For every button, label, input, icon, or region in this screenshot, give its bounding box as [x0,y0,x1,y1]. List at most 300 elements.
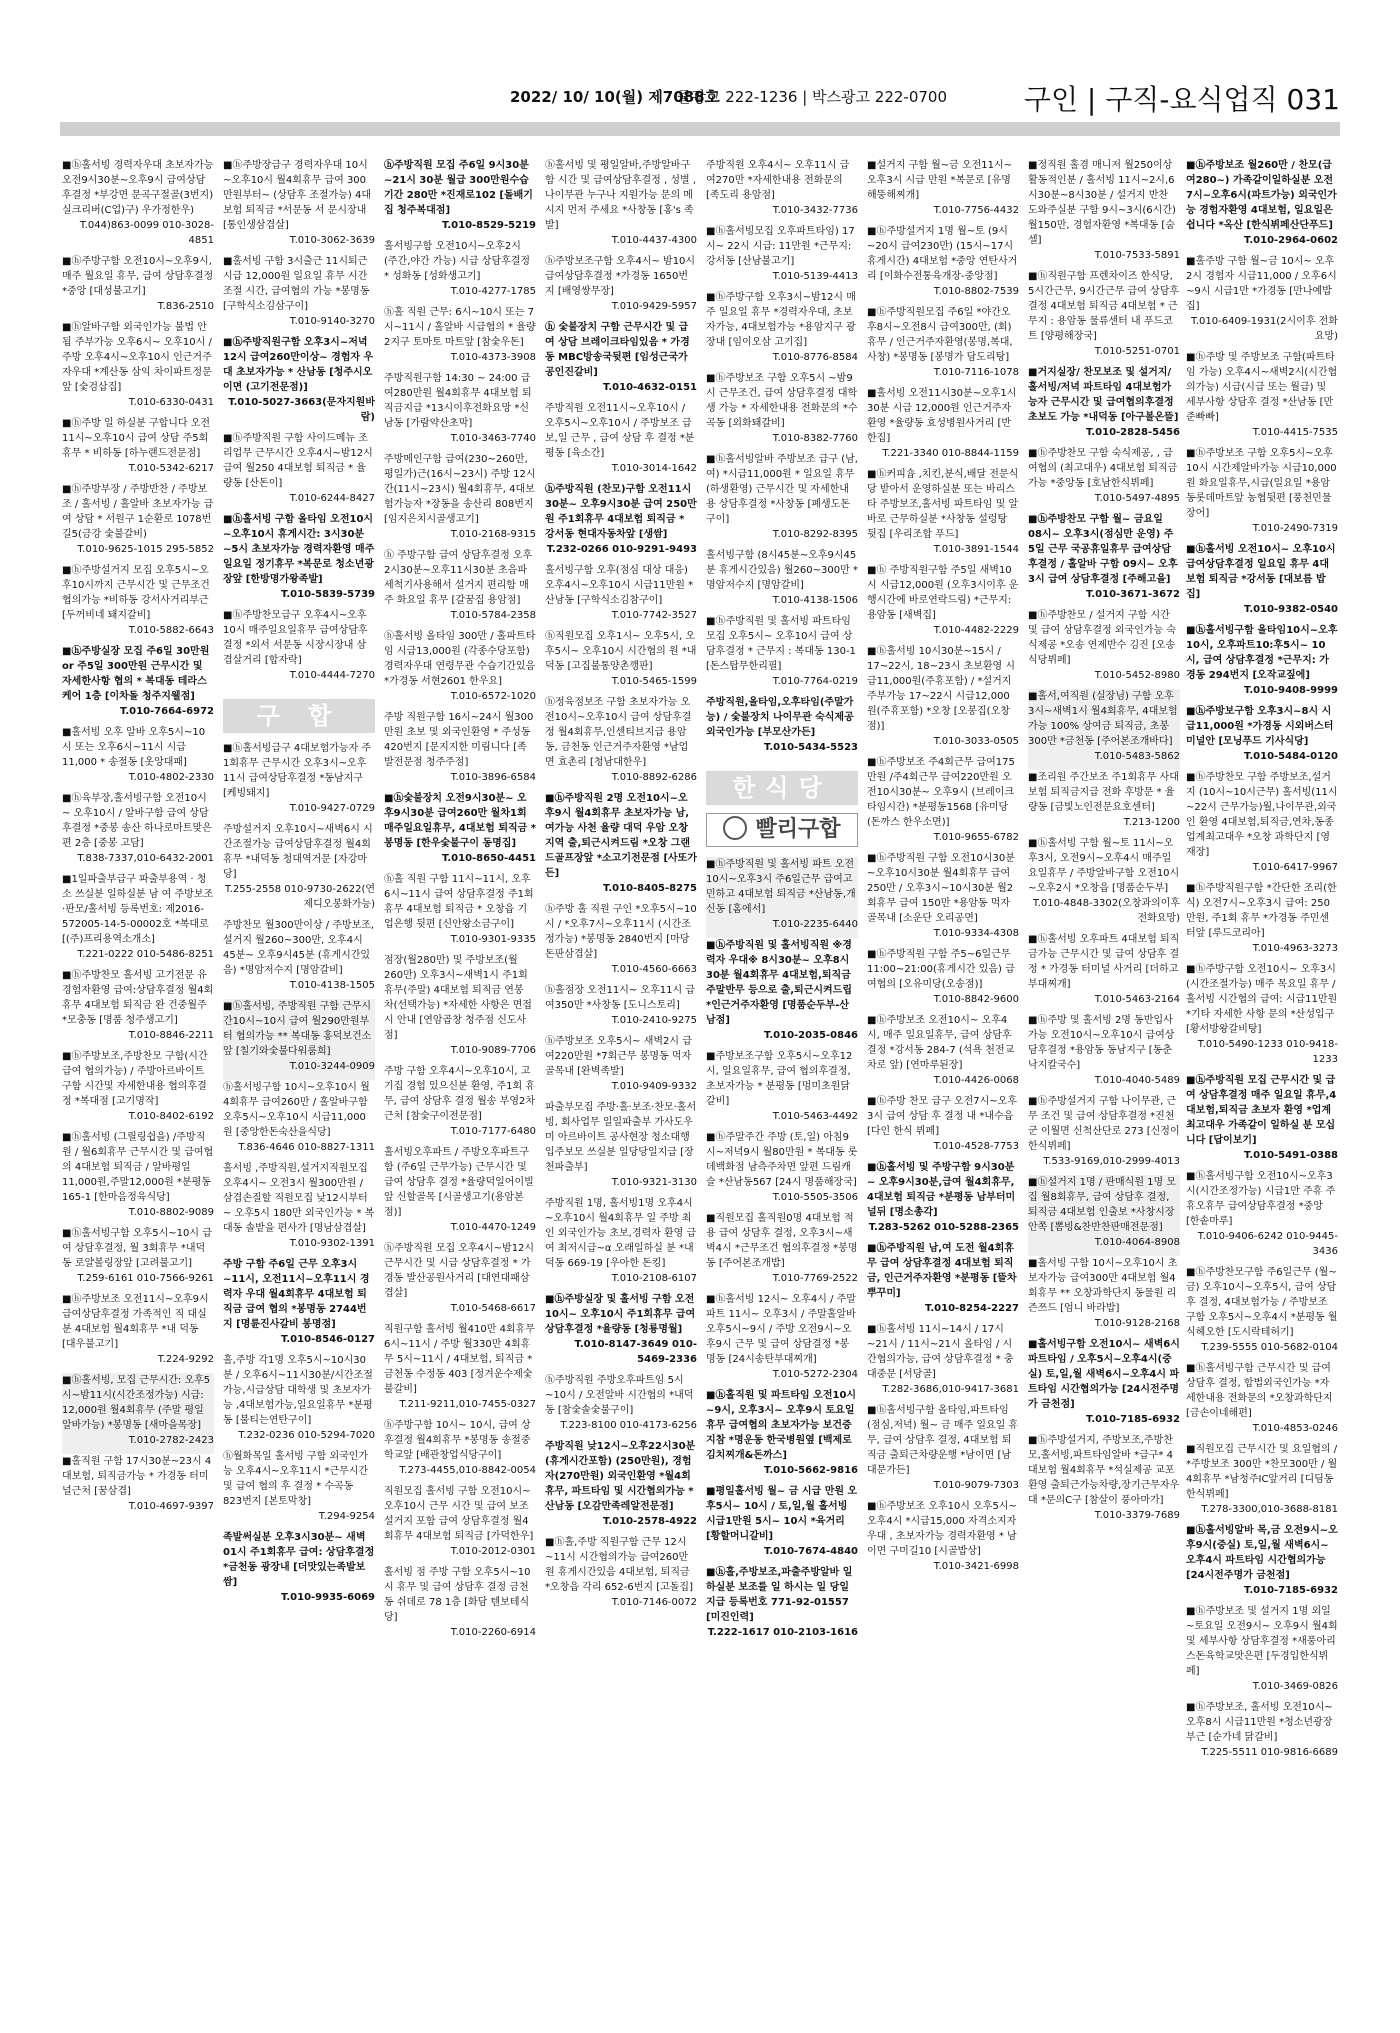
ad-text: ■ⓗ홀서빙구함 오후5시~10시 급여 상담후결정, 월 3회휴무 *내덕동 로얄볼링장앞 [고려불고기] [62,1228,212,1269]
subcategory-heading [706,813,858,847]
ad-phone: T.010-4470-1249 [450,1222,536,1233]
ad-text: ■ⓗ주방찬모급구 오후4시~오후10시 매주일요일휴무 급여상담후결정 *외서 서문동 시장시장내 삼겹살거리 [합자락] [223,610,368,666]
ad-phone: T.010-4415-7535 [1252,427,1338,438]
classified-ad [223,512,375,608]
ad-phone: T.010-3891-1544 [933,544,1019,555]
classified-ad [384,548,536,629]
column-4 [545,158,697,2018]
ad-phone: T.836-4646 010-8827-1311 [238,1142,375,1153]
classified-ad [384,305,536,371]
ad-text: ■홀서빙 구함 3시출근 11시퇴근 시급 12,000원 일요일 휴무 시간조절 시간, 급여협의 가능 *봉명동 [구학식소김삼구이] [223,256,370,312]
ad-text: ■ⓗ홀서빙구함 올타임10시~오후10시, 오후파트10:후5시~ 10시, 급여 상담후결정 *근무지: 가경동 294번지 [오작교짚에] [1186,625,1338,681]
ad-text: ■ⓗ홀서빙 오전10시~ 오후10시 급여상담후결정 일요일 휴무 4대보험 퇴직금 *강서동 [대보름 밥집] [1186,544,1336,600]
ad-text: 주방메인구함 급여(230~260만, 평일가)근(16시~23시) 주방 12시간(11시~23시) 월4회휴무, 4대보험가능자 *장동을 송산리 808번지 [임지은치시골생고기] [384,454,536,525]
ad-text: ■ⓗ주방설거지 모집 오후5시~오후10시까지 근무시간 및 근무조건 협의가능 *비하동 강서사거리부근 [두꺼비네 돼지갈비] [62,565,210,621]
ad-text: ■ⓗ주방보구함 오후3시~8시 시급11,000원 *가경동 시외버스터미널안 [모닝푸드 기사식당] [1186,706,1334,747]
ad-phone: T.010-3671-3672 [1086,589,1180,600]
ad-text: ■ⓗ주방보조 오전11시~오후9시 급여상담후결정 가족적인 직 대실분 4대보험 월4회휴무 *내 덕동 [대우불고기] [62,1294,209,1350]
ad-phone: T.010-9427-0729 [289,803,375,814]
ad-phone: T.010-5490-1233 010-9418-1233 [1197,1039,1338,1065]
ad-text: ⓗ주방 홀 직원 구인 *오후5시~10시 / *오후7시~오후11시 (시간조정가능) *봉명동 2840번지 [마당돈판삼겹살] [545,904,697,960]
ad-phone: T.010-4444-7270 [289,670,375,681]
classified-ad [867,947,1019,1013]
classified-ad [1028,932,1180,1013]
ad-text: ■홀서빙 구함 10시~오후10시 초보자가능 급여300만 4대보험 월4회휴무 ** 오창과학단지 동물원 리즌쯔드 [엄니 바라밥] [1028,1258,1178,1314]
ad-text: ■ⓗ설거지 1명 / 판매식원 1명 모집 월8회휴무, 급여 상담후 결정, 퇴직금 4대보험 인출보 *사창시장 안쪽 [뽐빙&찬반찬판매전문점] [1028,1177,1177,1233]
ad-phone: T.010-5452-8980 [1094,670,1180,681]
classified-ad [706,1484,858,1565]
ad-text: ■ⓗ홀서빙 12시~ 오후4시 / 주말파트 11시~ 오후3시 / 주말홀알바 오후5시~9시 / 주방 오전9시~오후9시 근무 및 급여 상담결정 *봉명동 [24시송탄부대찌개] [706,1294,856,1365]
ad-text: ■ⓗ홀서빙 오후파트 4대보험 퇴직금가능 근무시간 및 급여 상담후 결정 * 가경동 터미널 사거리 [더하고 부대찌개] [1028,934,1180,990]
classified-ad [545,254,697,320]
classified-ad [1028,269,1180,365]
ad-text: ■ⓗ주방직원 2명 오전10시~오후9시 월4회휴무 초보자가능 남, 여가능 사천 율량 대덕 우암 오창지역 출,퇴근시켜드림 *오창 그랜드골프장앞 *소고기전문점 [사또가든] [545,793,697,879]
ad-phone: T.010-7664-6972 [120,706,214,717]
ad-phone: T.211-9211,010-7455-0327 [399,1399,536,1410]
ad-phone: T.010-9429-5957 [611,301,697,312]
ad-text: 홀서빙구함 오후(점심 대상 대응) 오후4시~오후10시 시급11만원 * 산남동 [구학식소김참구이] [545,565,694,606]
ad-phone: T.221-0222 010-5486-8251 [77,949,214,960]
classified-ad [223,1257,375,1353]
classified-ad [62,563,214,644]
classified-ad [1186,623,1338,704]
ad-phone: T.010-9409-9332 [611,1081,697,1092]
ad-phone: T.010-9140-3270 [289,316,375,327]
classified-ad [867,305,1019,386]
ad-text: ■ⓗ주방장급구 경력자우대 10시~오후10시 월4회휴무 급여 300만원부터~ (상담후 조절가능) 4대보험 퇴직금 *서문동 서 문시장내 [통인생삼겹살] [223,160,371,231]
classified-ad [1186,704,1338,770]
ad-text: 직원구함 홀서빙 월410만 4회휴무 6시~11시 / 주방 월330만 4회휴무 5시~11시 / 4대보험, 퇴직금 *금천동 수정동 403 [정겨운수제숯불갈비] [384,1324,535,1395]
category-heading: 구 합 [223,699,375,733]
ad-phone: T.010-2012-0301 [450,1546,536,1557]
classified-ad [223,741,375,822]
ad-text: ■ⓗ주방직원 구함 오전10시30분~오후10시30분 월4회휴무 급여 250만 / 오후3시~10시30분 월2회휴무 급여 150만 *용암동 먹자골목내 [소운단 오리공면] [867,853,1015,924]
classified-ad [1028,446,1180,512]
classified-ad [867,1403,1019,1499]
classified-ad [1186,770,1338,881]
classified-ad [384,629,536,710]
classified-ad [223,1353,375,1449]
header-divider-bar [60,122,1340,136]
classified-ad [1186,446,1338,542]
ad-text: ■ⓗ주방찬모 구함 숙식제공, , 급여협의 (최고대우) 4대보험 퇴직금가능 *중앙동 [호남한식뷔페] [1028,448,1178,489]
classified-ad [384,452,536,548]
ad-phone: T.224-9292 [157,1354,214,1365]
classified-ad [384,710,536,791]
ad-text: ■ⓗ주방구함 오전10시~ 오후3시 (시간조절가능) 매주 목요일 휴무 / 홀서빙 시간협의 급여: 시급11만원 *기타 자세한 사항 문의 *산성입구 [황서방왕갈비탕] [1186,964,1338,1035]
ad-phone: T.010-9321-3130 [611,1177,697,1188]
ad-text: ■ⓗ주방구함 오후3시~밤12시 매주 일요일 휴무 *경력자우대, 초보자가능, 4대보험가능 *용암지구 광장내 [임이오삼 고기집] [706,292,856,348]
classified-ad [867,563,1019,644]
ad-phone: T.010-9382-0540 [1244,604,1338,615]
ad-text: ■홀서빙 오전11시30분~오후1시30분 시급 12,000원 인근거주자환영 *율량동 효성병원사거리 [반한집] [867,388,1017,444]
ad-phone: T.010-9935-6069 [281,1592,375,1603]
ad-text: ■ⓗ주방보조 구함 오후5시~오후10시 시간제알바가능 시급10,000원 화요일휴무,시급(일요일 *용암동롯데마트앞 농협뒷편 [풍천민물장어] [1186,448,1337,519]
ad-phone: T.010-5784-2358 [450,610,536,621]
ad-phone: T.010-8546-0127 [281,1334,375,1345]
classified-ad [867,1094,1019,1160]
ad-phone: T.010-3463-7740 [450,433,536,444]
classified-ad [867,1241,1019,1322]
ad-text: 파출부모집 주방·홀·보조·찬모·홀서빙, 회사업무 일일파출부 가사도우미 아르바이트 공사현장 청소대행 입주보모 쓰실분 일당당일지급 [장천파출부] [545,1102,697,1173]
ad-phone: T.010-4802-2330 [128,772,214,783]
ad-phone: T.010-5505-3506 [772,1192,858,1203]
ad-phone: T.010-9655-6782 [933,832,1019,843]
ad-text: ■ⓗ주방 일 하실분 구합니다 오전11시~오후10시 급여 상담 주5회휴무 * 비하동 [하누랜드전문점] [62,418,211,459]
classified-ad [1186,1523,1338,1604]
ad-text: ■ⓗ주방찬모구함 주6일근무 (월~금) 오후10시~오후5시, 급여 상담후 결정, 4대보험가능 / 주방보조 구함 오후5시~오후4시 *분평동 월식헤오한 [도시락테허기] [1186,1267,1338,1338]
classified-ad [223,1161,375,1257]
ad-text: 홀서빙구함 (8시45분~오후9시45분 휴게시간있음) 월260~300만 *명암저수지 [명암갈비] [706,550,858,591]
classified-ad [1028,365,1180,446]
ad-text: ■ⓗ숯불장치 오전9시30분~ 오후9시30분 급여260만 월차1회 매주일요일휴무, 4대보험 퇴직금 *봉명동 [한우숯불구이 동명집] [384,793,536,849]
ad-phone: T.010-2490-7319 [1252,523,1338,534]
ad-text: 홀서빙오후파트 / 주방오후파트구함 (주6일 근무가능) 근무시간 및 급여 상담후 결정 *율량덕일어이빌앞 신할골목 [시골생고기(용암본점)] [384,1147,534,1218]
classified-ad [1028,836,1180,932]
classified-ad [867,1499,1019,1580]
classified-ad [1028,1013,1180,1094]
classified-ad [223,1530,375,1611]
classified-ad [1186,962,1338,1073]
ad-phone: T.010-5839-5739 [281,589,375,600]
ad-phone: T.010-7769-2522 [772,1273,858,1284]
ad-text: ■ⓗ홀서빙 10시30분~15시 / 17~22시, 18~23시 초보환영 시급11,000원(주휴포함) / *설거지 주부가능 17~22시 시급12,000원(주휴포함) *오창 [오봉집(오창점)] [867,646,1015,732]
ad-phone: T.232-0266 010-9291-9493 [546,544,697,555]
classified-ad [223,608,375,689]
ad-phone: T.010-8292-8395 [772,529,858,540]
classified-ad [1186,350,1338,446]
classified-ad [1028,1433,1180,1529]
ad-text: ■ⓗ주방직원 모집 근무시간 및 급여 상담후결정 매주 일요일 휴무,4대보험,퇴직금 초보자 환영 *업계최고대우 가족같이 일하실 분 모십니다 [답이보기] [1186,1075,1337,1146]
ad-phone: T.010-3033-0505 [933,736,1019,747]
ad-text: ■ⓗ주방구함 오전10시~오후9시, 매주 월요일 휴무, 급여 상담후결정 *중앙 [대성불고기] [62,256,214,297]
classified-ad [62,968,214,1049]
ad-text: ■ⓗ주방직원 남,여 도전 월4회휴무 급여 상담후결정 4대보험 퇴직금, 인근거주자환영 *분평동 [뜰차뿌꾸미] [867,1243,1017,1299]
ad-phone: T.010-7116-1078 [933,367,1019,378]
column-2 [223,158,375,2018]
ad-phone: T.836-2510 [157,301,214,312]
ad-phone: T.010-2828-5456 [1086,427,1180,438]
ad-text: ■ⓗ주방보조 월260만 / 찬모(급여280~) 가족같이일하실분 오전7시~오후6시(파트가능) 외국인가능 경험자환영 4대보험, 일요일은쉽니다 *옥산 [한식뷔페산단푸드] [1186,160,1337,231]
ad-phone: T.010-7177-6480 [450,1126,536,1137]
ad-phone: T.239-5555 010-5682-0104 [1201,1342,1338,1353]
classified-ad [62,254,214,320]
classified-ad [1028,689,1180,770]
classified-ad [62,644,214,725]
column-7 [1028,158,1180,2018]
ad-phone: T.010-2782-2423 [128,1435,214,1446]
ad-text: 주방 직원구함 16시~24시 월300만원 초보 및 외국인환영 * 주성동 420번지 [문지지한 미림니다 [족발전문점 청주주점] [384,712,534,768]
ad-text: 점장(월280만) 및 주방보조(월260만) 오후3시~새벽1시 주1회 휴무(주말) 4대보험 퇴직금 연봉 차(선택가능) *자세한 사항은 면접시 안내 [연암곱창 청주점 신도사점] [384,955,532,1041]
ad-text: ■홀서빙구함 오전10시~ 새벽6시 파트타임 / 오후5시~오후4시(중실) 토,일,월 새벽6시~오후4시 파트타임 시간협의가능 [24시전주명가 금천점] [1028,1339,1180,1410]
ad-phone: T.010-8776-8584 [772,352,858,363]
ad-phone: T.010-6244-8427 [289,493,375,504]
ad-phone: T.010-8802-7539 [933,286,1019,297]
ad-phone: T.010-5463-2164 [1094,994,1180,1005]
ad-text: 주방 구함 오후4시~오후10시, 고기집 경험 있으신분 환영, 주1회 휴무, 급여 상담후 결정 월송 부영2차 근처 [참숯구이전문점] [384,1066,536,1122]
ad-text: ■ⓗ주방실장 모집 주6일 30만원 or 주5일 300만원 근무시간 및 자세한사항 협의 * 복대동 테라스케어 1층 [이차돌 청주지웰점] [62,646,210,702]
ad-text: ■ⓗ홀서빙구함 근무시간 및 급여 상담후 결정, 합법외국인가능 *자세한내용 전화문의 *오창과학단지 [금손이네해편] [1186,1363,1333,1419]
ad-phone: T.010-4963-3273 [1252,943,1338,954]
classified-ad [1186,1169,1338,1265]
ad-text: ■ⓗ주방찬모 구함 주방보조,설거지 (10시~10시근무) 홀서빙(11시~22시 근무가능)월,나이무관,외국인 환영 4대보험,퇴직금,연차,동종업계최고대우 *오창 과학단지 [영재장] [1186,772,1338,858]
classified-ad [545,158,697,254]
ad-phone: T.010-8846-2211 [128,1030,214,1041]
classified-ad [706,452,858,548]
ad-phone: T.010-4560-6663 [611,964,697,975]
ad-text: ■ⓗ홀서빙 경력자우대 초보자가능 오전9시30분~오후9시 급여상담후결정 *부강면 문곡구절골(3번지)실크리버(C업)구) 우가정한우) [62,160,214,216]
ad-text: ⓗ월화목일 홀서빙 구함 외국인가능 오후4시~오후11시 *근무시간 및 급여 협의 후 결정 * 수곡동 823번지 [본토막창] [223,1451,369,1507]
classified-ad [1028,608,1180,689]
ad-text: 족발써실분 오후3시30분~ 새벽01시 주1회휴무 급여: 상담후결정 *금천동 광장내 [더맛있는족발보쌈] [223,1532,375,1588]
classified-ad [384,791,536,872]
classified-ad [706,1292,858,1388]
ad-phone: T.010-4632-0151 [603,382,697,393]
ad-text: ■ⓗ주방보조, 홀서빙 오전10시~오후8시 시급11만원 *청소년광장 부근 [순가네 닭갈비] [1186,1702,1333,1743]
classified-ad [867,851,1019,947]
classified-ad [62,1454,214,1520]
classified-ad [384,1145,536,1241]
ad-phone: T.010-7185-6932 [1086,1414,1180,1425]
ad-phone: T.010-3432-7736 [772,205,858,216]
ad-text: ■설거지 구함 월~금 오전11시~오후3시 시급 만원 *복문로 [유명해뚱해찌개] [867,160,1013,201]
ad-text: ■ⓗ홀서빙 구함 월~토 11시~오후3시, 오전9시~오후4시 매주일요일휴무 / 주방알바구함 오전10시~오후2시 *오창읍 [명품순두부] [1028,838,1180,894]
ad-phone: T.010-5662-9816 [764,1465,858,1476]
classified-ad [545,563,697,629]
ad-phone: T.010-4138-1505 [289,980,375,991]
clock-icon [723,816,747,840]
ad-text: 홀서빙 ,주방직원,설거지직원모집 오후4시~ 오전3시 월300만원 / 삼겹손질할 직원모집 낮12시부터~ 오후5시 180만 외국인가능 * 복대동 솔밭을 편사가 [명남삼겹살] [223,1163,375,1234]
ad-phone: T.010-2035-0846 [764,1030,858,1041]
ad-phone: T.010-4437-4300 [611,235,697,246]
ad-phone: T.225-5511 010-9816-6689 [1201,1747,1338,1758]
classified-ad [706,857,858,938]
classified-ad [545,629,697,695]
ad-phone: T.010-7756-4432 [933,205,1019,216]
ad-text: ⓗ주방직원 주방오후파트임 5시~10시 / 오전알바 시간협의 *내덕동 [참숯솔숯불구이] [545,1375,694,1416]
classified-ad [1186,1604,1338,1700]
ad-phone: T.010-4138-1506 [772,595,858,606]
ad-phone: T.255-2558 010-9730-2622(연제디오봉화가능) [224,884,375,910]
ad-text: ■ⓗ홀서빙 11시~14시 / 17시~21시 / 11시~21시 올타임 / 시간협의가능, 급여 상담후결정 * 충대중문 [서당골] [867,1324,1014,1380]
ad-text: ■ⓗ주방보조 오후10시 오후5시~오후4시 *시급15,000 자격소지자우대 , 초보자가능 경력자환영 * 남이면 구미길10 [시골밥상] [867,1501,1017,1557]
ad-phone: T.010-5483-5862 [1094,751,1180,762]
ad-phone: T.010-9089-7706 [450,1045,536,1056]
ad-text: 주방직원 오전11시~오후10시 / 오후5시~오후10시 / 주방보조 급보,일 근무 , 급여 상담 후 결정 *분평동 [육소간] [545,403,695,459]
ad-text: ■ⓗ홀서빙구함 오전10시~오후3시(시간조정가능) 시급1만 주휴 주휴오휴무 급여상담후결정 *중앙 [한솥마루] [1186,1171,1336,1227]
ad-phone: T.010-9302-1391 [289,1238,375,1249]
ad-phone: T.010-4426-0068 [933,1075,1019,1086]
classified-ad [1186,1073,1338,1169]
ad-phone: T.010-7764-0219 [772,676,858,687]
ad-phone: T.010-5465-1599 [611,676,697,687]
classified-ad [62,1049,214,1130]
classified-ad [384,158,536,239]
classified-ad [545,1373,697,1439]
column-8 [1186,158,1338,2018]
page-header [60,78,1340,122]
ad-text: ⓗ홀점장 오전11시~ 오후11시 급여350만 *사창동 [도니스토리] [545,985,695,1011]
ad-phone: T.283-5262 010-5288-2365 [868,1222,1019,1233]
ad-text: 주방직원 오후4시~ 오후11시 급여270만 *자세한내용 전화문의 [족도리 용암점] [706,160,850,201]
ad-text: ■ⓗ알바구함 외국인가능 불법 안됨 주부가능 오후6시~ 오후10시 / 주방 오후4시~오후10시 인근거주자우대 *계산동 삼익 차이파트정문앞 [숯검삽집] [62,322,212,393]
ad-phone: T.010-2578-4922 [603,1516,697,1527]
classified-ad [706,938,858,1049]
ad-phone: T.010-5468-6617 [450,1303,536,1314]
ad-text: ■ⓗ커피숍 ,치킨,분식,배달 전문식당 받아서 운영하실분 또는 바리스타 주방보조,홀서빙 파트타임 및 알바로 근무하실분 *사창동 설렁탕 뒷집 [우리조합 푸드] [867,469,1019,540]
classified-ad [706,224,858,290]
ad-text: 주방직원,올타임,오후타임(주말가능) / 숯불장치 나이무관 숙식제공 외국인가능 [부모산가든] [706,697,854,738]
ad-text: ■ⓗ홀,주방보조,파출주방알바 일하실분 보조를 일 하시는 일 당일지급 등록번호 771-92-01557 [미진인력] [706,1567,853,1623]
ad-phone: T.838-7337,010-6432-2001 [77,853,214,864]
classified-ad [867,1322,1019,1403]
ad-text: ■ⓗ주방보조 및 설거지 1명 외일~토요일 오전9시~ 오후9시 월4회 및 세부사항 상담후결정 *새풍아리스돈육학교맛은편 [두경입한식뷔페] [1186,1606,1338,1677]
ad-text: ■ⓗ홀서빙구함 올타임,파트타임(점심,저녁) 월~ 금 매주 일요일 휴무, 급여 상담후 결정, 4대보험 퇴직금 출퇴근차량운행 *남이면 [남대문가든] [867,1405,1019,1476]
ad-text: ■ⓗ주방설거지, 주방보조,주방찬모,홀서빙,파트타임알바 *급구* 4대보험 월4회휴무 *석실제공 교포환영 출퇴근가능차량,장기근무자우대 *문의C구 [참살이 풍아마가] [1028,1435,1180,1506]
ad-text: ■주방보조구함 오후5시~오후12시, 일요일휴무, 급여 협의후결정, 초보자가능 * 분평동 [멍미초원닭갈비] [706,1051,853,1107]
ad-phone: T.010-9406-6242 010-9445-3436 [1197,1231,1338,1257]
ad-text: ⓗ주방직원 모집 주6일 9시30분~21시 30분 월급 300만원수습기간 280만 *진재로102 [돌배기집 청주복대점] [384,160,533,216]
ad-text: ■ⓗ직원구함 프렌차이즈 한식당, 5시간근무, 9시간근무 급여 상담후결정 4대보험 퇴직금 4대보험 * 근무지 : 용암동 물류센터 내 푸드코트 [양평해장국] [1028,271,1180,342]
ad-text: ⓗ주방보조 오후5시~ 새벽2시 급여220만원 *7회근무 봉명동 먹자골목내 [완벽족발] [545,1036,692,1077]
ad-text: ■ⓗ주방 찬모 급구 오전7시~오후3시 급여 상담 후 결정 내 *내수읍 [다인 한식 뷔페] [867,1096,1017,1137]
classified-ad [1186,254,1338,350]
classified-ad [1028,770,1180,836]
column-3 [384,158,536,2018]
ad-phone: T.010-5491-0388 [1244,1150,1338,1161]
classified-ad [223,158,375,254]
ad-text: ■ⓗ주방보조 주4회근무 급여175만원 /주4회근무 급여220만원 오전10시30분~ 오후9시 (브레이크타임시간) *분평동1568 [유미당 (돈까스 한우소면)] [867,757,1015,828]
classified-ad [223,335,375,431]
classified-ad [867,755,1019,851]
ad-phone: T.010-5882-6643 [128,625,214,636]
ad-phone: T.010-9079-7303 [933,1480,1019,1491]
category-heading: 한식당 [706,771,858,805]
classified-ad [223,254,375,335]
classified-ad [867,158,1019,224]
ad-text: ■ⓗ주방직원 구함 사이드메뉴 조리업무 근무시간 오후4시~밤12시 급여 월250 4대보험 퇴직금 * 율량동 [산돈이] [223,433,373,489]
classified-ad [867,224,1019,305]
classified-ad [1186,881,1338,962]
ad-phone: T.010-2168-9315 [450,529,536,540]
classified-ad [384,1484,536,1565]
ad-phone: T.010-9408-9999 [1244,685,1338,696]
ad-phone: T.010-8254-2227 [925,1303,1019,1314]
ad-phone: T.010-4064-8908 [1094,1237,1180,1248]
ad-phone: T.010-8529-5219 [442,220,536,231]
classified-ad [62,416,214,482]
ad-phone: T.010-5484-0120 [1244,751,1338,762]
ad-phone: T.273-4455,010-8842-0054 [399,1465,536,1476]
classified-ad [384,1322,536,1418]
issue-date: 2022/ 10/ 10(월) 제7088호 [510,88,720,106]
ad-text: ■ⓗ육부장,홀서빙구함 오전10시~ 오후10시 / 알바구함 급여 상담후결정 *중봉 송산 하나로마트맞은편 2층 [중봉 고담] [62,793,212,849]
ad-text: ■ⓗ주방실장 및 홀서빙 구함 오전10시~ 오후10시 주1회휴무 급여 상담후결정 *율량동 [청룡명월] [545,1294,696,1335]
ad-text: ■홀서,여직원 (실장님) 구함 오후3시~새벽1시 월4회휴무, 4대보험가능 100% 상여금 퇴직금, 초봉300만 *금천동 [주어본조개바다] [1028,691,1178,747]
classified-ad [223,918,375,999]
ad-text: 주방직원 낮12시~오후22시30분 (휴게시간포함) (250만원), 경험자(270만원) 외국인환영 *월4회휴무, 파트타임 및 시간협의가능 *산남동 [오감만족레알전문점] [545,1441,696,1512]
classified-ad [223,431,375,512]
ad-phone: T.010-3421-6998 [933,1561,1019,1572]
ad-text: ■평일홀서빙 월~ 금 시급 만원 오후5시~ 10시 / 토,일,월 홀서빙 시급1만원 5시~ 10시 *육거리 [황할머니갈비] [706,1486,858,1542]
ad-phone: T.010-3244-0909 [289,1061,375,1072]
classified-ad [706,614,858,695]
ad-phone: T.010-8147-3649 010-5469-2336 [574,1339,697,1365]
ad-text: ■ⓗ홀서빙 구함 올타임 오전10시~오후10시 휴게시간: 3시30분~5시 초보자가능 경력자환영 매주일요일 정기휴무 *복문로 청소년광장앞 [한방명가왕족발] [223,514,375,585]
classified-ad [62,1226,214,1292]
classified-ad [1186,1700,1338,1766]
ad-text: ■ⓗ주방직원 및 홀서빙 파트 오전10시~오후3시 주6일근무 급여고민하고 4대보험 퇴직금 *산남동,개신동 [홈에서] [706,859,856,915]
ad-text: ⓗ홀서빙구함 10시~오후10시 월4회휴무 급여260만 / 홀알바구함 오후5시~오후10시 시급11,000원 [중앙한돈숙산을식당] [223,1082,370,1138]
ad-phone: T.221-3340 010-8844-1159 [882,448,1019,459]
classified-ad [384,371,536,452]
ad-phone: T.010-3896-6584 [450,772,536,783]
ad-phone: T.222-1617 010-2103-1616 [707,1627,858,1638]
ad-phone: T.010-4528-7753 [933,1141,1019,1152]
classified-ad [706,290,858,371]
ad-text: ■ⓗ주방찬모 / 설거지 구함 시간 및 급여 상담후결정 외국인가능 숙식제공 *오송 연제반수 김진 [오송식당뷔페] [1028,610,1176,666]
classified-ad [62,320,214,416]
ad-text: 주방찬모 월300만이상 / 주방보조, 설거지 월260~300만, 오후4시45분~ 오후9시45분 (휴게시간있음) *명암저수지 [명암갈비] [223,920,375,976]
classified-ad [62,872,214,968]
ad-text: ■조리원 주간보조 주1회휴무 사대보험 퇴직금지급 전화 후방문 * 율량동 [금빛노인전문요호센터] [1028,772,1179,813]
ad-text: ⓗ홀 직원 구함 11시~11시, 오후6시~11시 급여 상담후결정 주1회휴무 4대보험 퇴직금 * 오창읍 기업은행 뒷편 [신안왕소금구이] [384,874,534,930]
ad-phone: T.282-3686,010-9417-3681 [882,1384,1019,1395]
ad-text: 직원모집 홀서빙 구함 오전10시~ 오후10시 근무 시간 및 급여 보조 설거지 포함 급여 상담후결정 월4회휴무 4대보험 퇴직금 [가덕한우] [384,1486,534,1542]
ad-text: ■직원모집 홀직원0명 4대보험 적용 급여 상담후 결정, 오후3시~새벽4시 *근무조건 협의후결정 *봉명동 [주어본조개밥] [706,1213,858,1269]
column-1 [62,158,214,2018]
ad-text: ■1일파출부급구 파출부용역 · 청소 쓰실분 일하실분 남 여 주방보조·판모/홀서빙 등록번호: 제2016-572005-14-5-00002호 *복대로 [(주)프리용역소개소] [62,874,214,945]
ad-phone: T.010-7146-0072 [611,1597,697,1608]
ad-phone: T.010-4697-9397 [128,1501,214,1512]
ad-text: ⓗ주방구함 10시~ 10시, 급여 상 후결정 월4회휴무 *봉명동 송절중학교앞 [배관창업식당구이] [384,1420,531,1461]
ad-phone: T.232-0236 010-5294-7020 [238,1430,375,1441]
subcategory-label: 빨리구합 [755,817,841,842]
classified-ad [545,1292,697,1373]
ad-text: ■ⓗ주방찬모 구함 월~ 금요일 08시~ 오후3시(점심만 운영) 주5일 근무 국공휴일휴무 급여상담후결정 / 홀알바 구함 09시~ 오후3시 급여 상담후결정 [주해고을] [1028,514,1178,585]
ad-text: ⓗ주방직원 모집 오후4시~밤12시 근무시간 및 시급 상담후결정 * 가경동 발산공원사거리 [대연대패삼겹살] [384,1243,535,1299]
ad-text: 홀서빙구함 오전10시~오후2시 (주간,야간 가능) 시급 상담후결정 * 성화동 [성화생고기] [384,241,531,282]
ad-phone: T.010-3014-1642 [611,463,697,474]
classified-ad [384,953,536,1064]
ad-phone: T.278-3300,010-3688-8181 [1201,1504,1338,1515]
ad-phone: T.010-5342-6217 [128,463,214,474]
classified-ad [1028,1337,1180,1433]
ad-text: ⓗ주방직원 (찬모)구함 오전11시 30분~ 오후9시30분 급여 250만원 주1회휴무 4대보험 퇴직금 * 강서동 현대자동차앞 [생쌈] [545,484,697,540]
ad-text: ■ⓗ주방부장 / 주방반찬 / 주방보조 / 홀서빙 / 홀알바 초보자가능 급여 상담 * 서원구 1순환로 1078번길5(금강 숯불갈비) [62,484,214,540]
ad-phone: T.010-8892-6286 [611,772,697,783]
section-title: 구인 | 구직-요식업직 031 [1023,83,1340,116]
ad-text: ■ⓗ주방 및 주방보조 구함(파트타임 가능) 오후4시~새벽2시(시간협의가능) 시급(시급 또는 월급) 및 세부사항 상담후 결정 *산남동 [만준빠빠] [1186,352,1338,423]
classified-ad [1028,158,1180,269]
ad-text: ⓗ직원모집 오후1시~ 오후5시, 오후5시~ 오후10시 시간협의 원 *내덕동 [고집불통양촌깽판] [545,631,697,672]
classified-ad [545,695,697,791]
ad-text: ■ⓗ홀서빙 (그릴링쉽을) /주방직원 / 월6회휴무 근무시간 및 급여협의 4대보험 퇴직금 / 알바평일11,000원,주말12,000원 *분평동165-1 [한마음정육식당] [62,1132,214,1203]
ad-text: ■ⓗ홀서빙 및 주방구함 9시30분~ 오후9시30분,급여 월4회휴무, 4대보험 퇴직금 *분평동 남부터미널뒤 [명소총각] [867,1162,1016,1218]
ad-text: 주방직원 1명, 홀서빙1명 오후4시~오후10시 월4회휴무 일 주방 최인 외국인가능 초보,경력자 환영 급여 최저시급~α 오래일하실 분 *내덕동 669-19 [우아한 돈킹] [545,1198,697,1269]
classified-ad [545,1439,697,1535]
classified-columns [62,158,1338,2018]
classified-ad [867,1013,1019,1094]
classified-ad [1186,1442,1338,1523]
classified-ad [867,1160,1019,1241]
classified-ad [867,644,1019,755]
classified-ad [706,1565,858,1646]
ad-text: ⓗ주방보조구함 오후4시~ 밤10시 급여상담후결정 *가경동 1650번지 [배영쌍무장] [545,256,696,297]
classified-ad [1028,1175,1180,1256]
classified-ad [706,1388,858,1484]
ad-phone: T.294-9254 [318,1511,375,1522]
